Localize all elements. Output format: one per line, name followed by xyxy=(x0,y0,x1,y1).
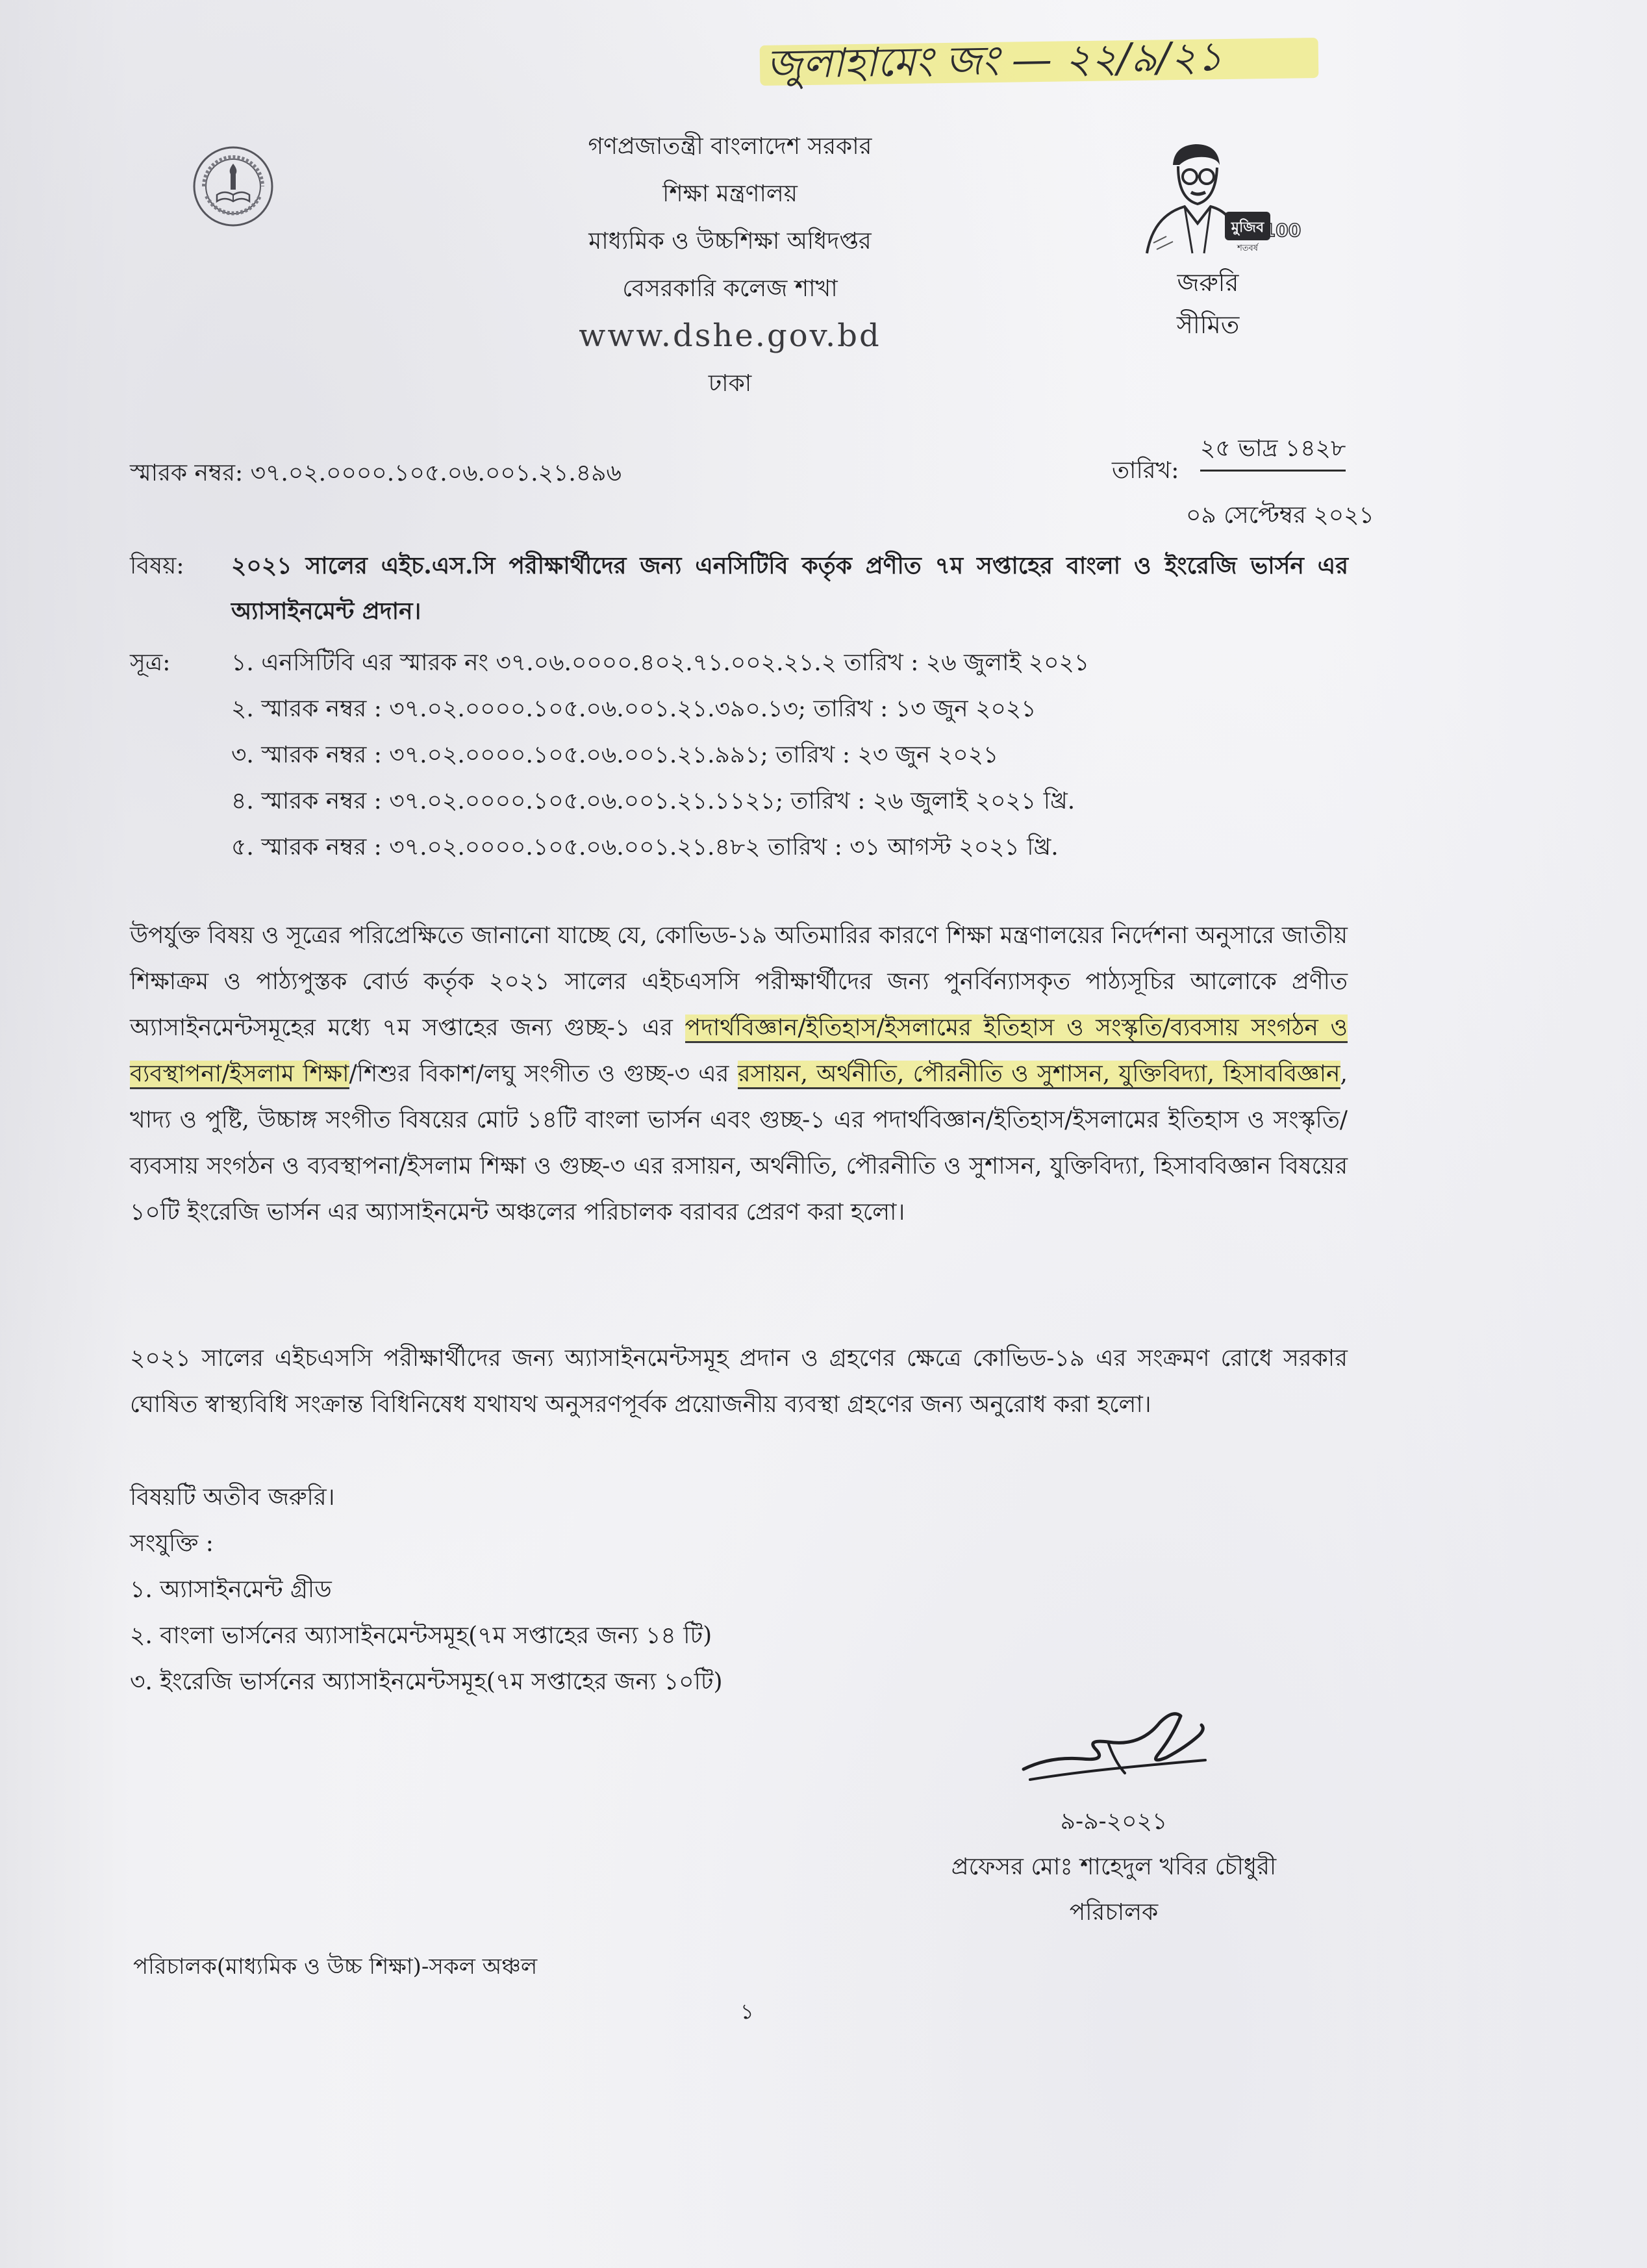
references-list xyxy=(231,640,1089,870)
highlighted-subjects-group-1: পদার্থবিজ্ঞান/ইতিহাস/ইসলামের ইতিহাস ও সংস্কৃতি/ব্যবসায় সংগঠন ও ব্যবস্থাপনা/ইসলাম শিক্ষা xyxy=(130,1014,1348,1089)
reference-item: ৫. স্মারক নম্বর : ৩৭.০২.০০০০.১০৫.০৬.০০১.২১.৪৮২ তারিখ : ৩১ আগস্ট ২০২১ খ্রি. xyxy=(231,834,1059,861)
attachment-item: ৩. ইংরেজি ভার্সনের অ্যাসাইনমেন্টসমূহ(৭ম সপ্তাহের জন্য ১০টি) xyxy=(130,1669,723,1695)
mujib-100-number: 100 xyxy=(1263,220,1301,241)
body-paragraph-1 xyxy=(130,913,1348,1235)
reference-item: ৩. স্মারক নম্বর : ৩৭.০২.০০০০.১০৫.০৬.০০১.২১.৯৯১; তারিখ : ২৩ জুন ২০২১ xyxy=(231,742,999,768)
handwritten-note-text: জুলাহামেং জং — ২২/৯/২১ xyxy=(766,32,1224,88)
paragraph-text: , খাদ্য ও পুষ্টি, উচ্চাঙ্গ সংগীত বিষয়ের মোট ১৪টি বাংলা ভার্সন এবং গুচ্ছ-১ এর পদার্থবিজ্ঞান/ইতিহাস/ইসলামের ইতিহাস ও সংস্কৃতি/ব্যবসায় সংগঠন ও ব্যবস্থাপনা/ইসলাম শিক্ষা ও গুচ্ছ-৩ এর রসায়ন, অর্থনীতি, পৌরনীতি ও সুশাসন, যুক্তিবিদ্যা, হিসাববিজ্ঞান বিষয়ের ১০টি ইংরেজি ভার্সন এর অ্যাসাইনমেন্ট অঞ্চলের পরিচালক বরাবর প্রেরণ করা হলো। xyxy=(130,1061,1348,1226)
subject-text: ২০২১ সালের এইচ.এস.সি পরীক্ষার্থীদের জন্য এনসিটিবি কর্তৃক প্রণীত ৭ম সপ্তাহের বাংলা ও ইংরেজি ভার্সন এর অ্যাসাইনমেন্ট প্রদান। xyxy=(231,552,1349,625)
paragraph-text: /শিশুর বিকাশ/লঘু সংগীত ও গুচ্ছ-৩ এর xyxy=(349,1061,738,1087)
body-paragraph-2: ২০২১ সালের এইচএসসি পরীক্ষার্থীদের জন্য অ্যাসাইনমেন্টসমূহ প্রদান ও গ্রহণের ক্ষেত্রে কোভিড-১৯ এর সংক্রমণ রোধে সরকার ঘোষিত স্বাস্থ্যবিধি সংক্রান্ত বিধিনিষেধ যথাযথ অনুসরণপূর্বক প্রয়োজনীয় ব্যবস্থা গ্রহণের জন্য অনুরোধ করা হলো। xyxy=(130,1345,1348,1418)
attachments-label: সংযুক্তি : xyxy=(130,1530,214,1557)
closing-block xyxy=(130,1474,723,1705)
government-name: গণপ্রজাতন্ত্রী বাংলাদেশ সরকার xyxy=(588,133,872,160)
directorate-name: মাধ্যমিক ও উচ্চশিক্ষা অধিদপ্তর xyxy=(588,228,872,255)
memo-number: স্মারক নম্বর: ৩৭.০২.০০০০.১০৫.০৬.০০১.২১.৪৯৬ xyxy=(130,460,622,486)
branch-name: বেসরকারি কলেজ শাখা xyxy=(622,275,838,302)
mujib-centenary-sub: শতবর্ষ xyxy=(1237,244,1258,253)
highlighted-subjects-group-3: রসায়ন, অর্থনীতি, পৌরনীতি ও সুশাসন, যুক্তিবিদ্যা, হিসাববিজ্ঞান xyxy=(738,1061,1340,1089)
mujib-wordmark: মুজিব xyxy=(1231,220,1264,236)
reference-item: ২. স্মারক নম্বর : ৩৭.০২.০০০০.১০৫.০৬.০০১.২১.৩৯০.১৩; তারিখ : ১৩ জুন ২০২১ xyxy=(231,696,1037,722)
attachment-item: ১. অ্যাসাইনমেন্ট গ্রীড xyxy=(130,1576,332,1603)
date-bangla: ২৫ ভাদ্র ১৪২৮ xyxy=(1200,429,1346,472)
mujib-100-logo xyxy=(1127,139,1301,256)
reference-item: ৪. স্মারক নম্বর : ৩৭.০২.০০০০.১০৫.০৬.০০১.২১.১১২১; তারিখ : ২৬ জুলাই ২০২১ খ্রি. xyxy=(231,788,1075,814)
signature-date: ৯-৯-২০২১ xyxy=(1060,1808,1168,1835)
signatory-name: প্রফেসর মোঃ শাহেদুল খবির চৌধুরী xyxy=(951,1854,1277,1880)
subject-label: বিষয়: xyxy=(130,553,184,579)
seal-logo xyxy=(191,144,275,229)
reference-item: ১. এনসিটিবি এর স্মারক নং ৩৭.০৬.০০০০.৪০২.৭১.০০২.২১.২ তারিখ : ২৬ জুলাই ২০২১ xyxy=(231,649,1090,676)
ministry-name: শিক্ষা মন্ত্রণালয় xyxy=(662,181,798,207)
date-english: ০৯ সেপ্টেম্বর ২০২১ xyxy=(1186,502,1374,529)
urgent-note: বিষয়টি অতীব জরুরি। xyxy=(130,1484,335,1511)
website-url: www.dshe.gov.bd xyxy=(579,318,881,354)
signatory-designation: পরিচালক xyxy=(1069,1899,1159,1926)
urgent-label: জরুরি xyxy=(1177,268,1239,297)
letterhead xyxy=(470,123,990,407)
page-number: ১ xyxy=(740,1999,754,2024)
limited-label: সীমিত xyxy=(1176,310,1240,339)
handwritten-signature xyxy=(1011,1696,1225,1794)
signatory-block xyxy=(864,1799,1364,1935)
city-name: ঢাকা xyxy=(708,370,752,397)
references-label: সূত্র: xyxy=(130,649,171,676)
recipient-line: পরিচালক(মাধ্যমিক ও উচ্চ শিক্ষা)-সকল অঞ্চল xyxy=(133,1954,538,1980)
paragraph-text: উপর্যুক্ত বিষয় ও সূত্রের পরিপ্রেক্ষিতে জানানো যাচ্ছে যে, কোভিড-১৯ অতিমারির কারণে শিক্ষা মন্ত্রণালয়ের নির্দেশনা অনুসারে জাতীয় শিক্ষাক্রম ও পাঠ্যপুস্তক বোর্ড কর্তৃক ২০২১ সালের এইচএসসি পরীক্ষার্থীদের জন্য পুনর্বিন্যাসকৃত পাঠ্যসূচির আলোকে প্রণীত অ্যাসাইনমেন্টসমূহের মধ্যে ৭ম সপ্তাহের জন্য গুচ্ছ-১ এর xyxy=(130,922,1348,1041)
handwritten-note xyxy=(753,22,1325,94)
date-label: তারিখ: xyxy=(1112,457,1179,484)
attachment-item: ২. বাংলা ভার্সনের অ্যাসাইনমেন্টসমূহ(৭ম সপ্তাহের জন্য ১৪ টি) xyxy=(130,1622,712,1649)
